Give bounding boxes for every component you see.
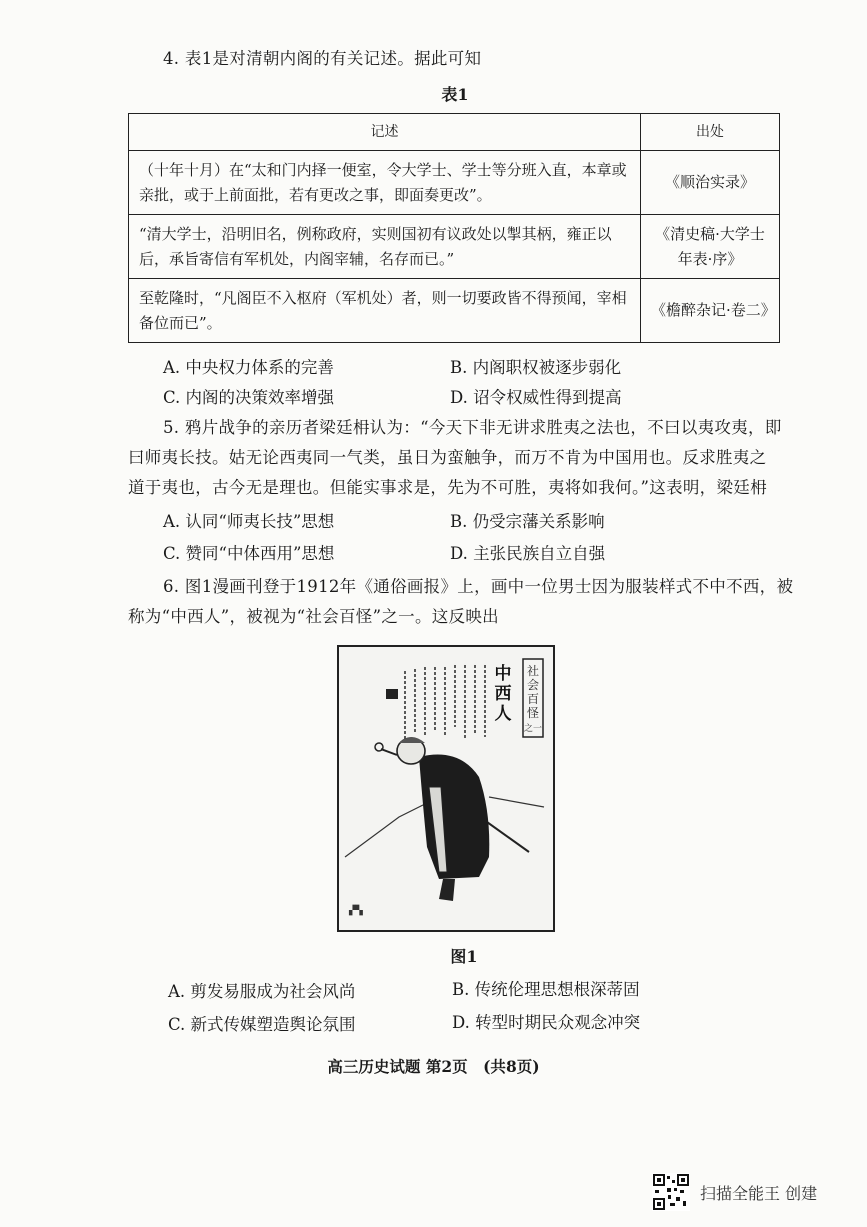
page-footer: 高三历史试题 第2页 (共8页): [327, 1057, 540, 1076]
table-row: [129, 279, 780, 343]
row-source: 《顺治实录》: [641, 151, 780, 215]
cartoon-name-char: 人: [494, 704, 512, 724]
q5-option-d[interactable]: D. 主张民族自立自强: [450, 544, 606, 563]
cartoon-name-char: 西: [494, 684, 512, 704]
table-row: [129, 151, 780, 215]
q6-stem-line2: 称为“中西人”，被视为“社会百怪”之一。这反映出: [128, 607, 499, 626]
cartoon-pipe: [381, 749, 397, 755]
row-text: “清大学士，沿明旧名，例称政府，实则国初有议政处以掣其柄，雍正以后，承旨寄信有军机处，内阁宰辅，名存而已。”: [129, 215, 641, 279]
header-record: 记述: [129, 114, 641, 151]
watermark-text: 扫描全能王 创建: [700, 1184, 818, 1203]
cartoon-figure: [337, 645, 555, 932]
row-text: 至乾隆时，“凡阁臣不入枢府（军机处）者，则一切要政皆不得预闻，宰相备位而已”。: [129, 279, 641, 343]
q5-option-a[interactable]: A. 认同“师夷长技”思想: [163, 512, 335, 531]
cartoon-illustration: [339, 647, 553, 930]
q6-option-a[interactable]: A. 剪发易服成为社会风尚: [168, 982, 356, 1001]
cartoon-title-char: 之一: [523, 724, 543, 734]
q4-option-d[interactable]: D. 诏令权威性得到提高: [450, 388, 622, 407]
cartoon-title-char: 怪: [526, 706, 540, 720]
q5-stem-line2: 曰师夷长技。姑无论西夷同一气类，虽日为蛮触争，而万不肯为中国用也。反求胜夷之: [128, 448, 767, 467]
q4-table: [128, 113, 780, 343]
q5-option-c[interactable]: C. 赞同“中体西用”思想: [163, 544, 335, 563]
figure-caption: 图1: [450, 947, 478, 966]
q6-option-b[interactable]: B. 传统伦理思想根深蒂固: [452, 980, 640, 999]
cartoon-hat: [399, 737, 425, 743]
q5-stem-line3: 道于夷也，古今无是理也。但能实事求是，先为不可胜，夷将如我何。”这表明，梁廷枏: [128, 478, 767, 497]
row-source: 《檐醉杂记·卷二》: [641, 279, 780, 343]
cartoon-pipe-bowl: [375, 743, 383, 751]
q6-option-d[interactable]: D. 转型时期民众观念冲突: [452, 1013, 641, 1032]
cartoon-seal-stamp: [386, 689, 398, 699]
q6-stem-line1: 6. 图1漫画刊登于1912年《通俗画报》上，画中一位男士因为服装样式不中不西，被: [163, 577, 794, 596]
cartoon-coat: [419, 755, 489, 880]
cartoon-ground-right: [489, 797, 544, 807]
header-source: 出处: [641, 114, 780, 151]
cartoon-title-char: 会: [526, 678, 540, 692]
cartoon-name-char: 中: [494, 664, 512, 684]
table-caption: 表1: [441, 85, 469, 104]
cartoon-signature: ▞▚: [349, 906, 363, 916]
q5-stem-line1: 5. 鸦片战争的亲历者梁廷枏认为：“今天下非无讲求胜夷之法也，不曰以夷攻夷，即: [163, 418, 782, 437]
q5-option-b[interactable]: B. 仍受宗藩关系影响: [450, 512, 605, 531]
scanner-watermark: [650, 1173, 860, 1213]
cartoon-title-char: 百: [526, 692, 540, 706]
cartoon-legs: [439, 879, 455, 901]
row-source: 《清史稿·大学士年表·序》: [641, 215, 780, 279]
table-row: [129, 215, 780, 279]
q4-stem: 4. 表1是对清朝内阁的有关记述。据此可知: [163, 49, 482, 68]
cartoon-title-char: 社: [526, 664, 540, 678]
cartoon-handwriting: [405, 665, 485, 739]
q4-option-a[interactable]: A. 中央权力体系的完善: [163, 358, 334, 377]
q4-option-c[interactable]: C. 内阁的决策效率增强: [163, 388, 335, 407]
q6-option-c[interactable]: C. 新式传媒塑造舆论氛围: [168, 1015, 356, 1034]
qr-code-icon: [652, 1173, 690, 1211]
q4-option-b[interactable]: B. 内阁职权被逐步弱化: [450, 358, 622, 377]
table-header-row: [129, 114, 780, 151]
row-text: （十年十月）在“太和门内择一便室，令大学士、学士等分班入直，本章或亲批，或于上前面批，若有更改之事，即面奏更改”。: [129, 151, 641, 215]
